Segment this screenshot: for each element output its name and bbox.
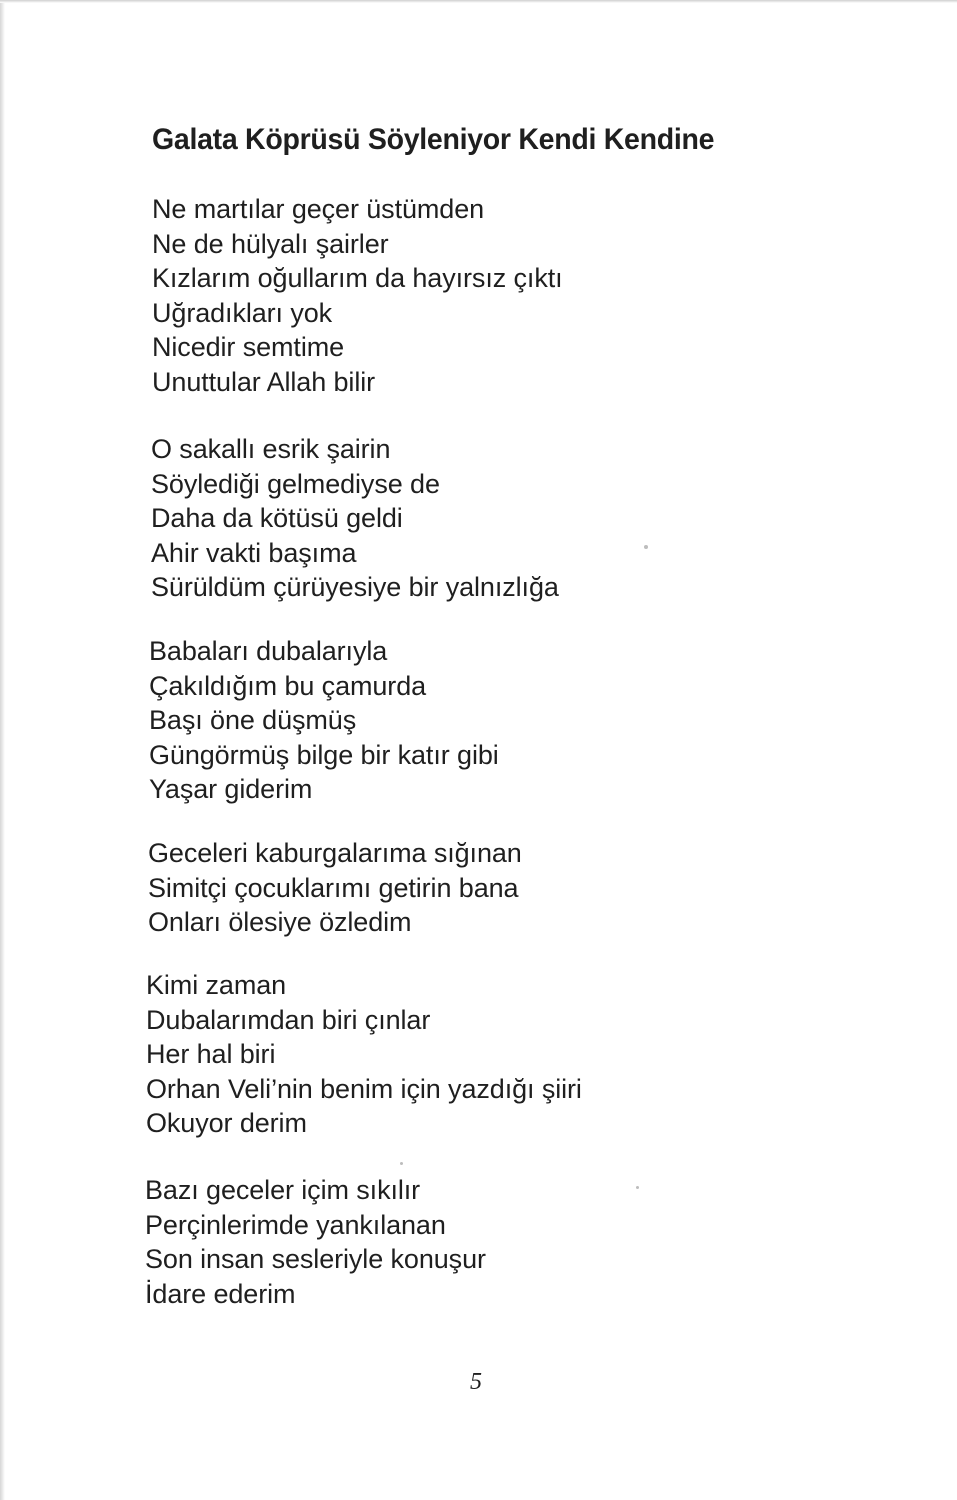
poem-line: Bazı geceler içim sıkılır — [145, 1175, 421, 1205]
poem-line: Simitçi çocuklarımı getirin bana — [148, 872, 519, 903]
paper-speck — [400, 1162, 403, 1165]
page-top-shadow — [0, 0, 957, 3]
stanza-1 — [152, 192, 563, 399]
stanza-6 — [145, 1173, 486, 1311]
poem-line: Başı öne düşmüş — [149, 705, 357, 735]
poem-line: Yaşar giderim — [149, 774, 313, 804]
poem-line: Sürüldüm çürüyesiye bir yalnızlığa — [151, 572, 559, 602]
paper-speck — [636, 1186, 639, 1189]
poem-line: Onları ölesiye özledim — [148, 907, 412, 937]
poem-title: Galata Köprüsü Söyleniyor Kendi Kendine — [152, 123, 715, 156]
poem-line: Ahir vakti başıma — [151, 537, 357, 568]
poem-line: İdare ederim — [145, 1278, 296, 1309]
stanza-3 — [149, 634, 499, 807]
stanza-2 — [151, 432, 559, 605]
poem-line: Babaları dubalarıyla — [149, 636, 388, 666]
poem-line: Daha da kötüsü geldi — [151, 503, 403, 533]
poem-line: Her hal biri — [146, 1039, 276, 1069]
poem-line: Güngörmüş bilge bir katır gibi — [149, 739, 499, 770]
poem-line: Kimi zaman — [146, 970, 287, 1000]
poem-line: Son insan sesleriyle konuşur — [145, 1244, 486, 1274]
stanza-5 — [146, 968, 582, 1141]
poem-line: O sakallı esrik şairin — [151, 434, 391, 464]
poem-line: Unuttular Allah bilir — [152, 366, 376, 397]
poem-line: Ne de hülyalı şairler — [152, 228, 389, 259]
poem-line: Perçinlerimde yankılanan — [145, 1209, 446, 1240]
poem-line: Geceleri kaburgalarıma sığınan — [148, 838, 522, 868]
poem-line: Dubalarımdan biri çınlar — [146, 1004, 431, 1035]
poem-line: Kızlarım oğullarım da hayırsız çıktı — [152, 263, 563, 293]
stanza-4 — [148, 836, 522, 940]
poem-line: Uğradıkları yok — [152, 297, 333, 328]
page-number: 5 — [470, 1369, 482, 1395]
paper-speck — [644, 545, 648, 549]
poem-line: Ne martılar geçer üstümden — [152, 194, 485, 224]
poem-line: Çakıldığım bu çamurda — [149, 670, 427, 701]
poem-line: Söylediği gelmediyse de — [151, 468, 440, 499]
poem-line: Okuyor derim — [146, 1108, 307, 1138]
page-edge-shadow — [0, 0, 5, 1500]
poem-line: Nicedir semtime — [152, 332, 345, 362]
poem-line: Orhan Veli’nin benim için yazdığı şiiri — [146, 1073, 582, 1104]
